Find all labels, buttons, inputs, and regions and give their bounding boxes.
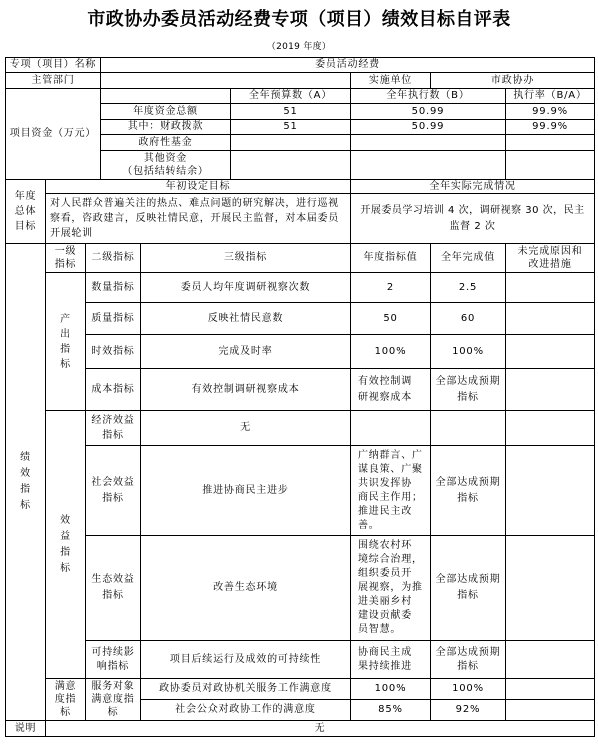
level3-cell: 有效控制调研视察成本 — [141, 369, 351, 411]
reason-cell — [506, 273, 595, 303]
row-benefit-social — [6, 446, 595, 536]
level2-cell: 质量指标 — [86, 303, 141, 335]
target-line: 围绕农村环 — [358, 540, 412, 551]
header-level1-line: 指标 — [54, 259, 77, 270]
funds-row-budget — [231, 135, 351, 151]
target-line: 组织委员开 — [358, 568, 412, 579]
target-cell — [351, 446, 431, 536]
goals-actual-line: 监督 2 次 — [449, 220, 496, 232]
reason-cell — [506, 369, 595, 411]
row-output-quantity — [6, 273, 595, 303]
row-funds-header — [6, 89, 595, 104]
goals-planned-header: 年初设定目标 — [46, 180, 351, 194]
indicators-label-char: 绩 — [20, 452, 31, 463]
target-cell: 2 — [351, 273, 431, 303]
target-line: 展视察，为推 — [358, 582, 423, 593]
row-output-cost — [6, 369, 595, 411]
level2-line: 指标 — [102, 492, 124, 504]
funds-row-executed — [351, 135, 506, 151]
benefit-label-char: 益 — [60, 530, 71, 542]
target-line: 广纳群言、广 — [358, 449, 423, 461]
goals-planned-line: 开展轮训 — [50, 228, 93, 239]
level2-cell — [86, 641, 141, 679]
target-line: 员智慧。 — [358, 624, 402, 635]
level2-line: 生态效益 — [91, 574, 135, 585]
indicators-label — [6, 244, 46, 721]
actual-cell: 60 — [431, 303, 506, 335]
target-cell: 100% — [351, 679, 431, 700]
row-benefit-economic — [6, 411, 595, 446]
funds-header-executed: 全年执行数（B） — [351, 89, 506, 104]
actual-cell — [431, 411, 506, 446]
row-benefit-sustainable — [6, 641, 595, 679]
benefit-label-char: 指 — [60, 546, 71, 558]
output-label-char: 产 — [60, 313, 71, 325]
benefit-label-char: 标 — [60, 562, 71, 574]
header-level1 — [46, 244, 86, 273]
row-benefit-ecological — [6, 536, 595, 641]
funds-row-label-line: （包括结转结余） — [122, 166, 209, 177]
goals-planned-line: 对人民群众普遍关注的热点、难点问题的研究解决，进行巡视 — [50, 198, 339, 209]
level2-cell — [86, 446, 141, 536]
level2-line: 社会效益 — [91, 476, 135, 488]
project-name-label: 专项（项目）名称 — [6, 58, 101, 73]
level2-cell: 时效指标 — [86, 335, 141, 369]
goals-actual-header: 全年实际完成情况 — [351, 180, 595, 194]
header-reason — [506, 244, 595, 273]
target-line: 协商民主成 — [358, 646, 412, 658]
page-title: 市政协办委员活动经费专项（项目）绩效目标自评表 — [87, 9, 511, 30]
output-label-char: 指 — [60, 343, 71, 355]
row-output-timeliness — [6, 335, 595, 369]
header-level1-line: 一级 — [54, 246, 77, 257]
header-reason-line: 改进措施 — [528, 259, 572, 270]
benefit-label — [46, 411, 86, 679]
level2-line: 指标 — [102, 430, 124, 441]
notes-label: 说明 — [6, 721, 46, 737]
row-satisfaction-members — [6, 679, 595, 700]
actual-cell: 92% — [431, 700, 506, 721]
level3-cell: 项目后续运行及成效的可持续性 — [141, 641, 351, 679]
level2-cell — [86, 679, 141, 721]
actual-cell: 100% — [431, 679, 506, 700]
goals-label-line: 年度 — [14, 191, 37, 202]
output-label-char: 标 — [60, 358, 71, 370]
funds-header-rate: 执行率（B/A） — [506, 89, 595, 104]
funds-label: 项目资金（万元） — [6, 89, 101, 180]
target-line: 进美丽乡村 — [358, 596, 412, 607]
output-label — [46, 273, 86, 411]
row-notes — [6, 721, 595, 737]
goals-planned-line: 察看，咨政建言，反映社情民意，开展民主监督，对本届委员 — [50, 213, 339, 224]
actual-cell — [431, 369, 506, 411]
target-line: 境综合治理， — [358, 554, 423, 565]
benefit-label-char: 效 — [60, 514, 71, 526]
self-evaluation-table — [5, 57, 595, 737]
target-cell — [351, 641, 431, 679]
funds-row-rate: 99.9% — [506, 120, 595, 135]
department-value — [101, 73, 351, 89]
row-indicators-header — [6, 244, 595, 273]
header-actual: 全年完成值 — [431, 244, 506, 273]
row-goals-content — [6, 194, 595, 244]
funds-row-label: 政府性基金 — [101, 135, 231, 151]
department-label: 主管部门 — [6, 73, 101, 89]
satisfaction-label — [46, 679, 86, 721]
level2-line: 标 — [107, 707, 119, 718]
actual-line: 指标 — [457, 391, 479, 403]
row-department — [6, 73, 595, 89]
target-cell: 50 — [351, 303, 431, 335]
funds-row-rate — [506, 135, 595, 151]
level2-line: 服务对象 — [91, 681, 135, 692]
goals-label-line: 目标 — [14, 221, 37, 232]
level2-cell: 成本指标 — [86, 369, 141, 411]
reason-cell — [506, 446, 595, 536]
actual-cell: 100% — [431, 335, 506, 369]
reason-cell — [506, 641, 595, 679]
goals-actual-text — [351, 194, 595, 244]
header-level3: 三级指标 — [141, 244, 351, 273]
funds-header-blank — [101, 89, 231, 104]
header-level2: 二级指标 — [86, 244, 141, 273]
level2-cell — [86, 411, 141, 446]
actual-line: 指标 — [457, 590, 479, 601]
funds-row-executed: 50.99 — [351, 120, 506, 135]
target-line: 研视察成本 — [358, 391, 412, 403]
level3-cell: 无 — [141, 411, 351, 446]
actual-cell: 2.5 — [431, 273, 506, 303]
row-goals-header — [6, 180, 595, 194]
target-line: 谋良策、广聚 — [358, 463, 423, 475]
level3-cell: 推进协商民主进步 — [141, 446, 351, 536]
actual-line: 指标 — [457, 492, 479, 504]
reason-cell — [506, 411, 595, 446]
funds-row-rate: 99.9% — [506, 104, 595, 120]
level3-cell: 反映社情民意数 — [141, 303, 351, 335]
funds-row-label-line: 其他资金 — [143, 153, 188, 164]
satisfaction-label-line: 满意 — [54, 681, 77, 692]
funds-row-budget: 51 — [231, 104, 351, 120]
target-line: 共识发挥协 — [358, 477, 412, 489]
indicators-label-char: 效 — [20, 468, 31, 479]
goals-actual-line: 开展委员学习培训 4 次，调研视察 30 次，民主 — [360, 204, 585, 216]
actual-cell — [431, 641, 506, 679]
actual-cell — [431, 536, 506, 641]
level2-cell: 数量指标 — [86, 273, 141, 303]
target-line: 善。 — [358, 519, 380, 531]
target-line: 商民主作用； — [358, 491, 423, 503]
funds-row-label — [101, 151, 231, 180]
notes-value: 无 — [46, 721, 595, 737]
reason-cell — [506, 335, 595, 369]
actual-line: 全部达成预期 — [435, 375, 501, 387]
page-subtitle: （2019 年度） — [266, 42, 332, 52]
actual-cell — [431, 446, 506, 536]
level3-cell: 政协委员对政协机关服务工作满意度 — [141, 679, 351, 700]
target-line: 有效控制调 — [358, 375, 412, 387]
project-name-value: 委员活动经费 — [101, 58, 595, 73]
reason-cell — [506, 536, 595, 641]
indicators-label-char: 指 — [20, 484, 31, 495]
level2-cell — [86, 536, 141, 641]
row-project-name — [6, 58, 595, 73]
actual-line: 指标 — [457, 660, 479, 672]
actual-line: 全部达成预期 — [435, 476, 501, 488]
target-cell — [351, 411, 431, 446]
indicators-label-char: 标 — [20, 500, 31, 511]
target-line: 果持续推进 — [358, 660, 412, 672]
funds-row-rate — [506, 151, 595, 180]
level2-line: 指标 — [102, 590, 124, 601]
actual-line: 全部达成预期 — [435, 646, 501, 658]
row-output-quality — [6, 303, 595, 335]
goals-label — [6, 180, 46, 244]
implementer-value: 市政协办 — [431, 73, 595, 89]
funds-row-budget — [231, 151, 351, 180]
level2-line: 经济效益 — [91, 415, 135, 426]
funds-header-budget: 全年预算数（A） — [231, 89, 351, 104]
header-target: 年度指标值 — [351, 244, 431, 273]
target-line: 推进民主改 — [358, 505, 412, 517]
output-label-char: 出 — [60, 328, 71, 340]
level3-cell: 改善生态环境 — [141, 536, 351, 641]
header-reason-line: 未完成原因和 — [517, 246, 583, 257]
level2-line: 可持续影 — [91, 646, 135, 658]
satisfaction-label-line: 标 — [60, 707, 71, 718]
level2-line: 满意度指 — [91, 694, 135, 705]
actual-line: 全部达成预期 — [435, 574, 501, 585]
target-cell — [351, 536, 431, 641]
goals-label-line: 总体 — [14, 206, 37, 217]
level3-cell: 完成及时率 — [141, 335, 351, 369]
funds-row-label: 年度资金总额 — [101, 104, 231, 120]
implementer-label: 实施单位 — [351, 73, 431, 89]
funds-row-label: 其中：财政拨款 — [101, 120, 231, 135]
level2-line: 响指标 — [96, 660, 130, 672]
funds-row-executed: 50.99 — [351, 104, 506, 120]
reason-cell — [506, 303, 595, 335]
level3-cell: 委员人均年度调研视察次数 — [141, 273, 351, 303]
reason-cell — [506, 700, 595, 721]
target-line: 建设贡献委 — [358, 610, 412, 621]
level3-cell: 社会公众对政协工作的满意度 — [141, 700, 351, 721]
target-cell — [351, 369, 431, 411]
funds-row-budget: 51 — [231, 120, 351, 135]
reason-cell — [506, 679, 595, 700]
target-cell: 100% — [351, 335, 431, 369]
goals-planned-text — [46, 194, 351, 244]
funds-row-executed — [351, 151, 506, 180]
target-cell: 85% — [351, 700, 431, 721]
satisfaction-label-line: 度指 — [54, 694, 77, 705]
